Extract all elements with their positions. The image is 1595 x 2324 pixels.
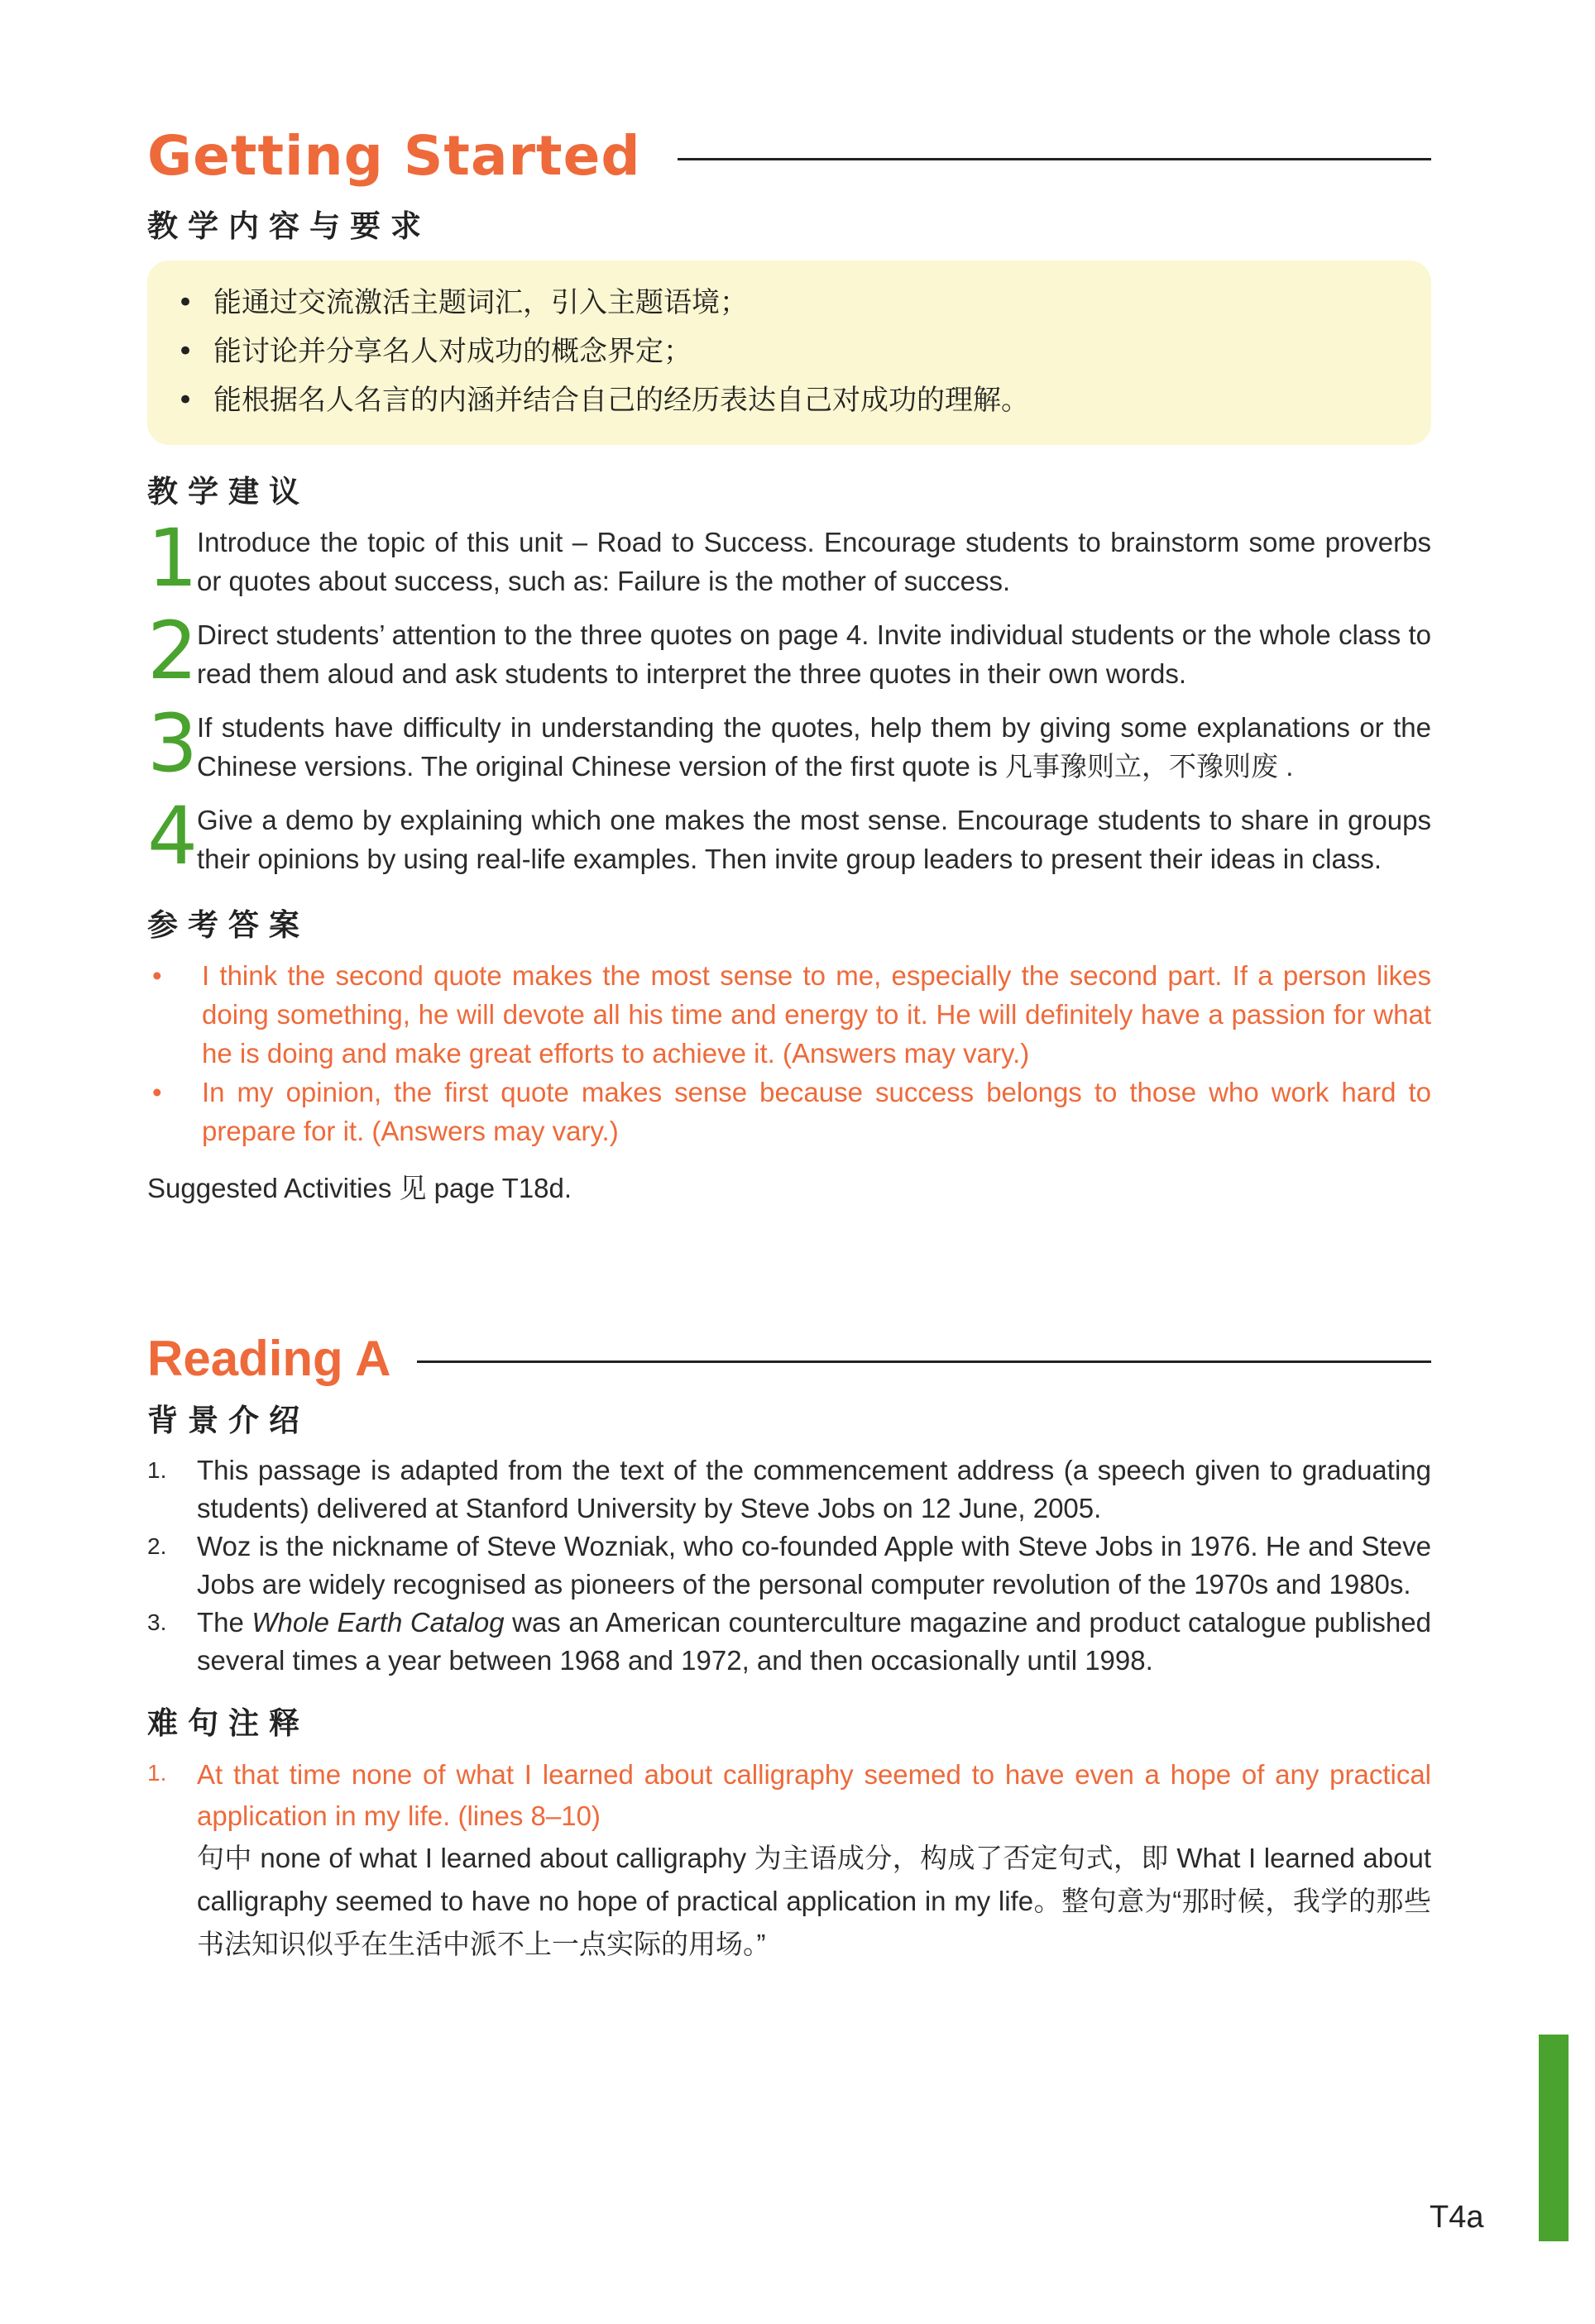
reading-a-header	[147, 1330, 1431, 1387]
item-number: 2.	[147, 1533, 167, 1559]
getting-started-header	[147, 124, 1431, 188]
answer-item: • I think the second quote makes the most sense to me, especially the second part. If a person likes doing something, he will devote all his time and energy to it. He will definitely have a passion for what he is doing and make great efforts to achieve it. (Answers may vary.)	[147, 956, 1431, 1073]
heading-notes: 难句注释	[147, 1705, 309, 1741]
objective-item: • 能讨论并分享名人对成功的概念界定；	[177, 328, 1401, 376]
heading-background: 背景介绍	[147, 1403, 309, 1438]
teaching-steps	[147, 512, 1431, 882]
teaching-step	[147, 697, 1431, 790]
background-item	[147, 1528, 1431, 1604]
teaching-step	[147, 512, 1431, 605]
catalog-title: Whole Earth Catalog	[251, 1607, 505, 1638]
step-text: Introduce the topic of this unit – Road to Success. Encourage students to brainstorm some proverbs or quotes about success, such as: Failure is the mother of success.	[197, 527, 1431, 596]
page-content	[147, 124, 1431, 1966]
objective-item: • 能根据名人名言的内涵并结合自己的经历表达自己对成功的理解。	[177, 376, 1401, 425]
note-explanation: 句中 none of what I learned about calligraphy 为主语成分，构成了否定句式，即 What I learned about calligraphy seemed to have no hope of practical application in my life。整句意为“那时候，我学的那些书法知识似乎在生活中派不上一点实际的用场。”	[197, 1843, 1431, 1959]
heading-content: 教学内容与要求	[147, 208, 431, 244]
step-text: Direct students’ attention to the three quotes on page 4. Invite individual students or the whole class to read them aloud and ask students to interpret the three quotes in their own words.	[197, 619, 1431, 689]
item-number: 1.	[147, 1457, 167, 1483]
step-number: 1	[147, 512, 199, 605]
header-rule	[417, 1360, 1431, 1363]
objective-item: • 能通过交流激活主题词汇，引入主题语境；	[177, 279, 1401, 328]
notes-list	[147, 1754, 1431, 1966]
item-text-post: was an American counterculture magazine and product catalogue published several times a year between 1968 and 1972, and then occasionally until 1998.	[197, 1607, 1431, 1676]
heading-suggestions: 教学建议	[147, 474, 309, 509]
suggested-activities: Suggested Activities 见 page T18d.	[147, 1173, 572, 1203]
getting-started-title: Getting Started	[147, 124, 641, 188]
step-text: Give a demo by explaining which one makes the most sense. Encourage students to share in groups their opinions by using real-life examples. Then invite group leaders to present their ideas in class.	[197, 805, 1431, 874]
note-item	[147, 1754, 1431, 1966]
step-number: 3	[147, 697, 199, 790]
answer-list	[147, 956, 1431, 1150]
step-text: If students have difficulty in understanding the quotes, help them by giving some explanations or the Chinese versions. The original Chinese version of the first quote is 凡事豫则立，不豫则废 .	[197, 712, 1431, 782]
side-tab	[1539, 2035, 1569, 2241]
note-sentence: At that time none of what I learned about calligraphy seemed to have even a hope of any practical application in my life. (lines 8–10)	[197, 1759, 1431, 1831]
item-text: This passage is adapted from the text of the commencement address (a speech given to graduating students) delivered at Stanford University by Steve Jobs on 12 June, 2005.	[197, 1455, 1431, 1523]
header-rule	[678, 158, 1431, 160]
background-item	[147, 1604, 1431, 1680]
item-number: 3.	[147, 1609, 167, 1635]
step-number: 4	[147, 790, 199, 882]
background-list	[147, 1451, 1431, 1680]
note-number: 1.	[147, 1760, 167, 1786]
teaching-step	[147, 605, 1431, 697]
objectives-box	[147, 261, 1431, 445]
item-text-pre: The	[197, 1607, 252, 1638]
item-text: Woz is the nickname of Steve Wozniak, who co-founded Apple with Steve Jobs in 1976. He and Steve Jobs are widely recognised as pioneers of the personal computer revolution of the 1970s and 1980s.	[197, 1531, 1431, 1600]
answer-item: • In my opinion, the first quote makes sense because success belongs to those who work hard to prepare for it. (Answers may vary.)	[147, 1073, 1431, 1150]
background-item	[147, 1451, 1431, 1528]
reading-a-title: Reading A	[147, 1331, 391, 1386]
heading-answers: 参考答案	[147, 907, 309, 943]
page-number: T4a	[1430, 2200, 1484, 2235]
teaching-step	[147, 790, 1431, 882]
step-number: 2	[147, 605, 199, 697]
